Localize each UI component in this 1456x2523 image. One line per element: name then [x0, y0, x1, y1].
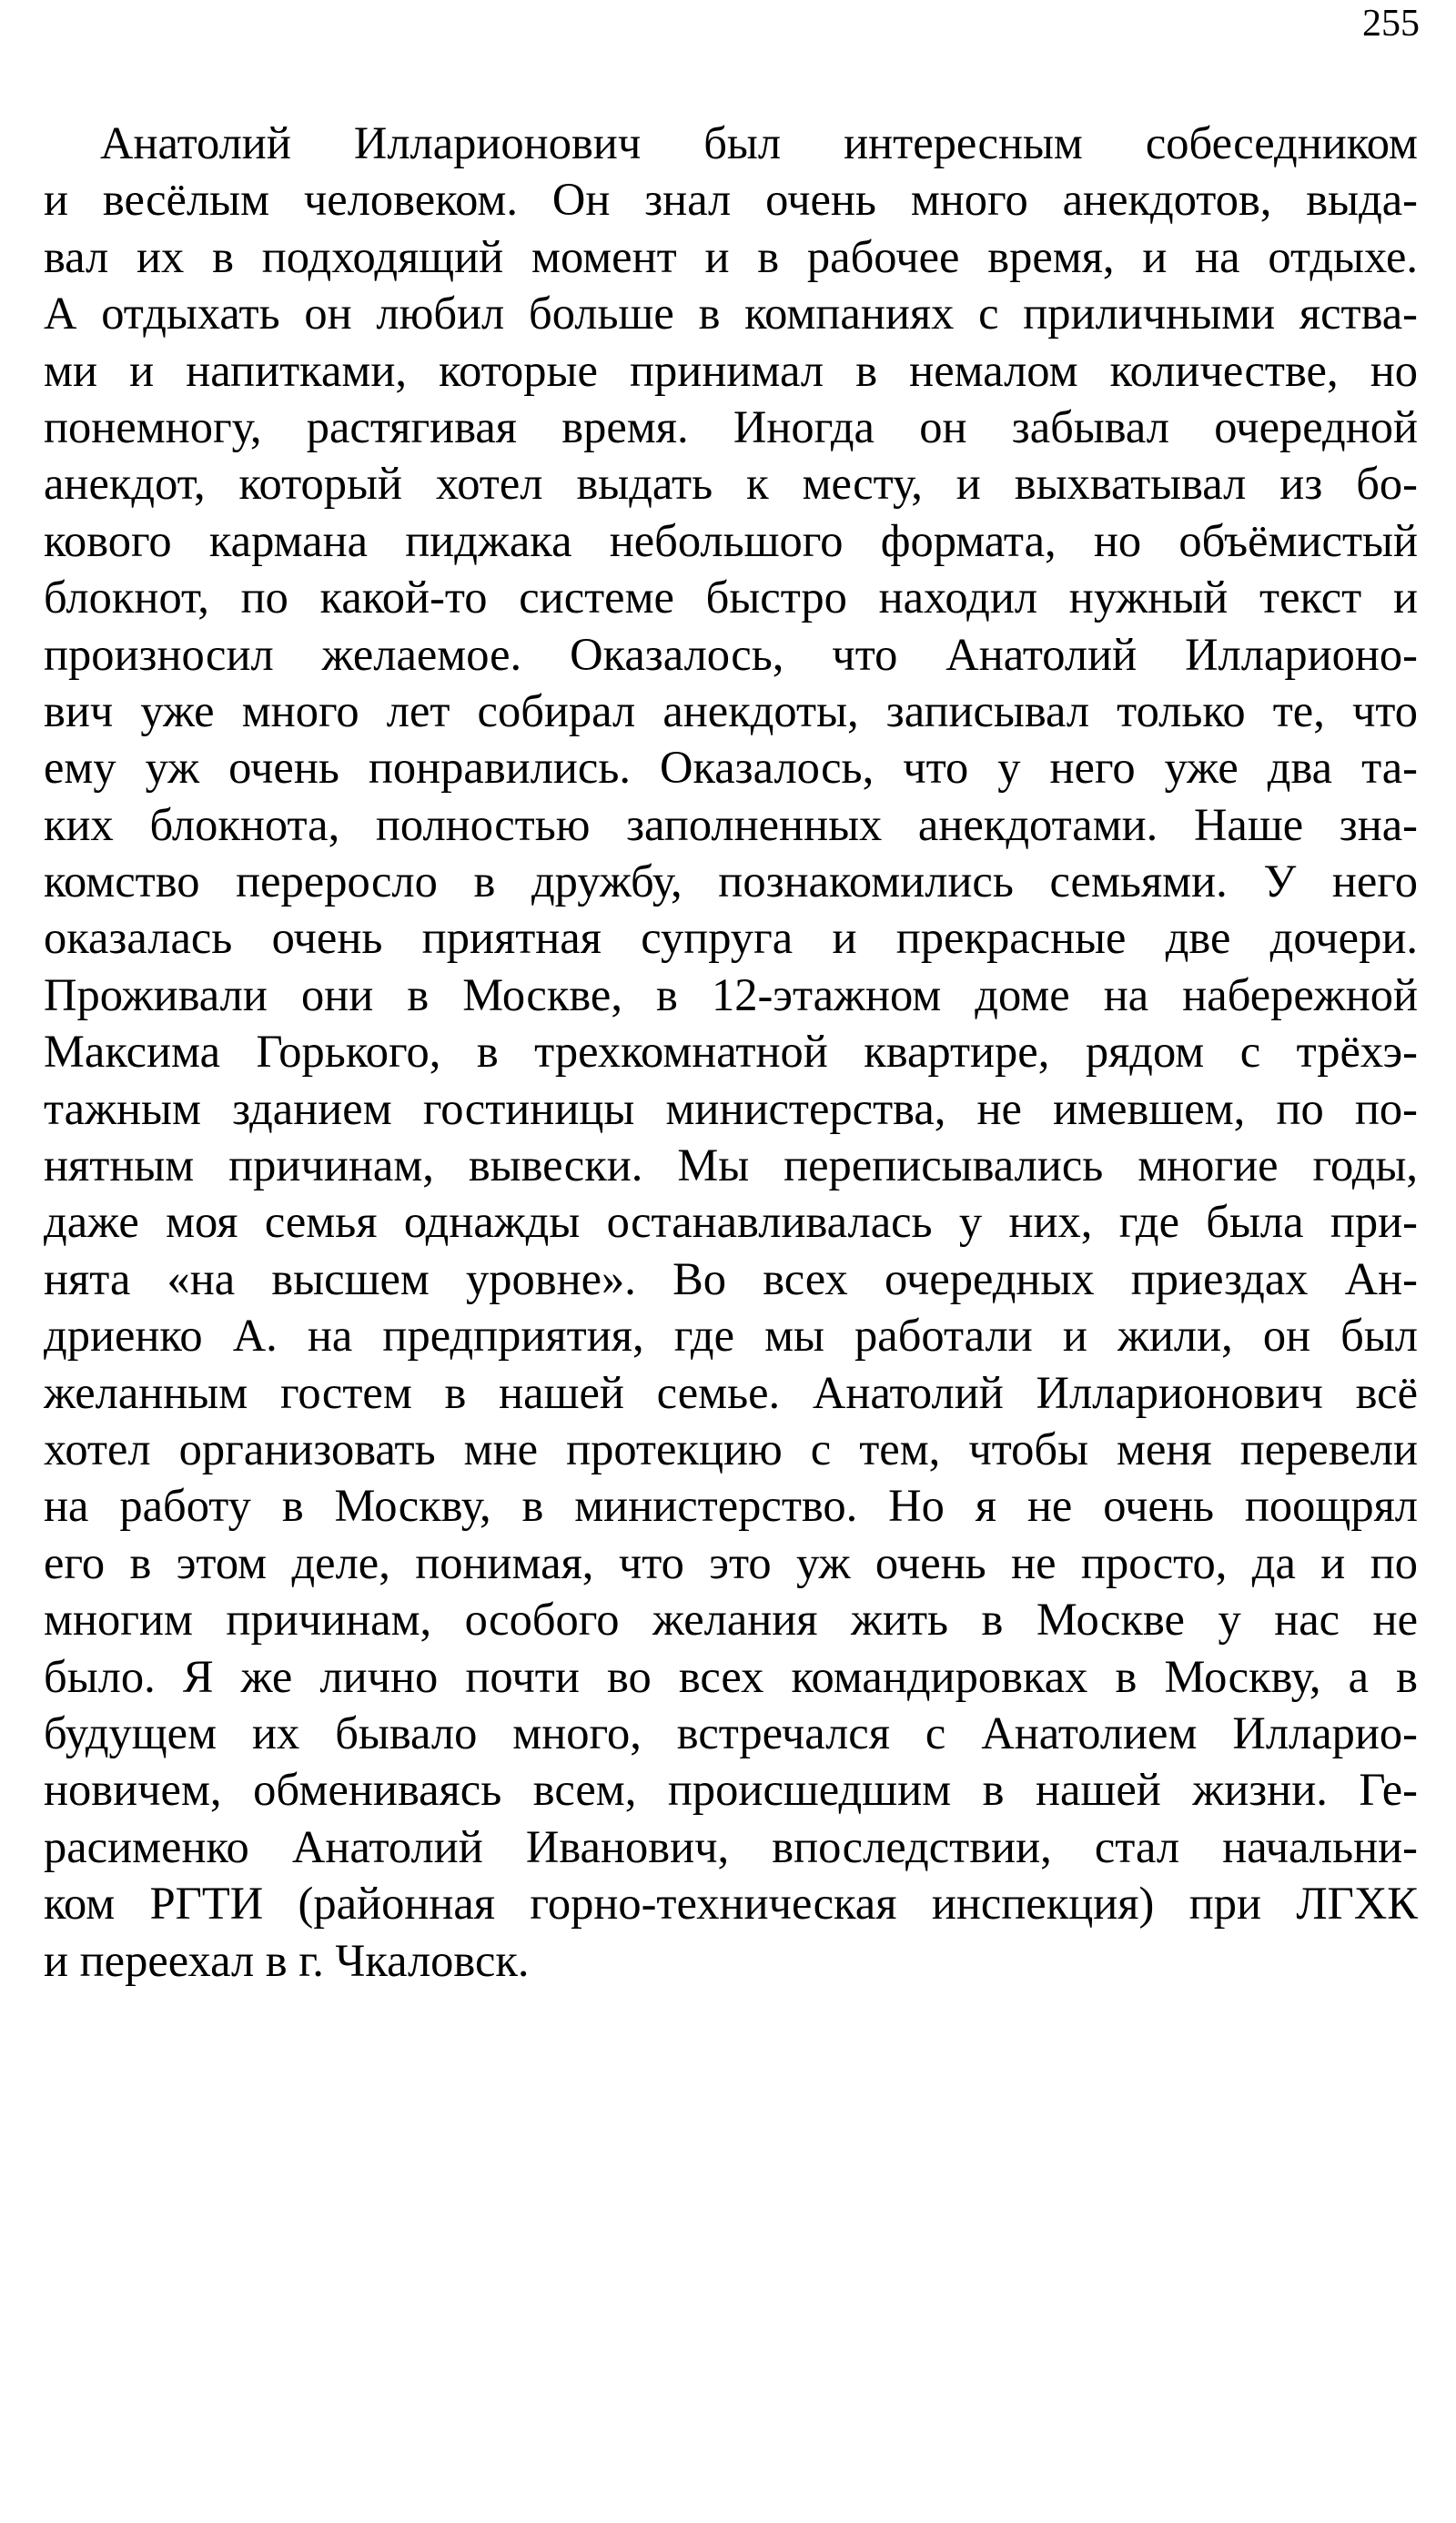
text-line: желанным гостем в нашей семье. Анатолий Илларионович всё [44, 1366, 1418, 1418]
text-line: кового кармана пиджака небольшого формата, но объёмистый [44, 514, 1418, 566]
text-line: многим причинам, особого желания жить в Москве у нас не [44, 1594, 1418, 1646]
text-line: анекдот, который хотел выдать к месту, и выхватывал из бо- [44, 458, 1418, 510]
text-line: было. Я же лично почти во всех командировках в Москву, а в [44, 1650, 1418, 1702]
text-line: тажным зданием гостиницы министерства, не имевшем, по по- [44, 1082, 1418, 1134]
text-line: блокнот, по какой-то системе быстро находил нужный текст и [44, 572, 1418, 623]
body-paragraph [44, 115, 1418, 1989]
text-line: оказалась очень приятная супруга и прекрасные две дочери. [44, 912, 1418, 964]
text-line: Проживали они в Москве, в 12-этажном доме на набережной [44, 968, 1418, 1020]
text-line: и переехал в г. Чкаловск. [44, 1934, 530, 1986]
text-line: расименко Анатолий Иванович, впоследствии, стал начальни- [44, 1820, 1418, 1872]
page-number: 255 [1362, 3, 1420, 45]
text-line: новичем, обмениваясь всем, происшедшим в нашей жизни. Ге- [44, 1764, 1418, 1816]
text-line: хотел организовать мне протекцию с тем, чтобы меня перевели [44, 1423, 1418, 1474]
text-line: ми и напитками, которые принимал в немалом количестве, но [44, 344, 1418, 396]
text-line: будущем их бывало много, встречался с Анатолием Илларио- [44, 1707, 1418, 1758]
text-line: вич уже много лет собирал анекдоты, записывал только те, что [44, 684, 1418, 736]
text-line: ких блокнота, полностью заполненных анекдотами. Наше зна- [44, 798, 1418, 850]
text-line: дриенко А. на предприятия, где мы работали и жили, он был [44, 1310, 1418, 1362]
text-line: его в этом деле, понимая, что это уж очень не просто, да и по [44, 1536, 1418, 1588]
text-line: произносил желаемое. Оказалось, что Анатолий Илларионо- [44, 628, 1418, 680]
text-line: понемногу, растягивая время. Иногда он забывал очередной [44, 400, 1418, 452]
text-line: на работу в Москву, в министерство. Но я не очень поощрял [44, 1480, 1418, 1532]
text-line: и весёлым человеком. Он знал очень много анекдотов, выда- [44, 174, 1418, 226]
text-line: ему уж очень понравились. Оказалось, что у него уже два та- [44, 742, 1418, 794]
text-line: Анатолий Илларионович был интересным собеседником [100, 117, 1418, 168]
text-line: даже моя семья однажды останавливалась у них, где была при- [44, 1196, 1418, 1248]
text-line: комство переросло в дружбу, познакомились семьями. У него [44, 856, 1418, 907]
text-line: ком РГТИ (районная горно-техническая инспекция) при ЛГХК [44, 1878, 1418, 1930]
text-line: Максима Горького, в трехкомнатной квартире, рядом с трёхэ- [44, 1026, 1418, 1078]
text-line: А отдыхать он любил больше в компаниях с приличными яства- [44, 288, 1418, 339]
text-line: нята «на высшем уровне». Во всех очередных приездах Ан- [44, 1252, 1418, 1304]
text-line: нятным причинам, вывески. Мы переписывались многие годы, [44, 1140, 1418, 1191]
text-line: вал их в подходящий момент и в рабочее время, и на отдыхе. [44, 230, 1418, 282]
